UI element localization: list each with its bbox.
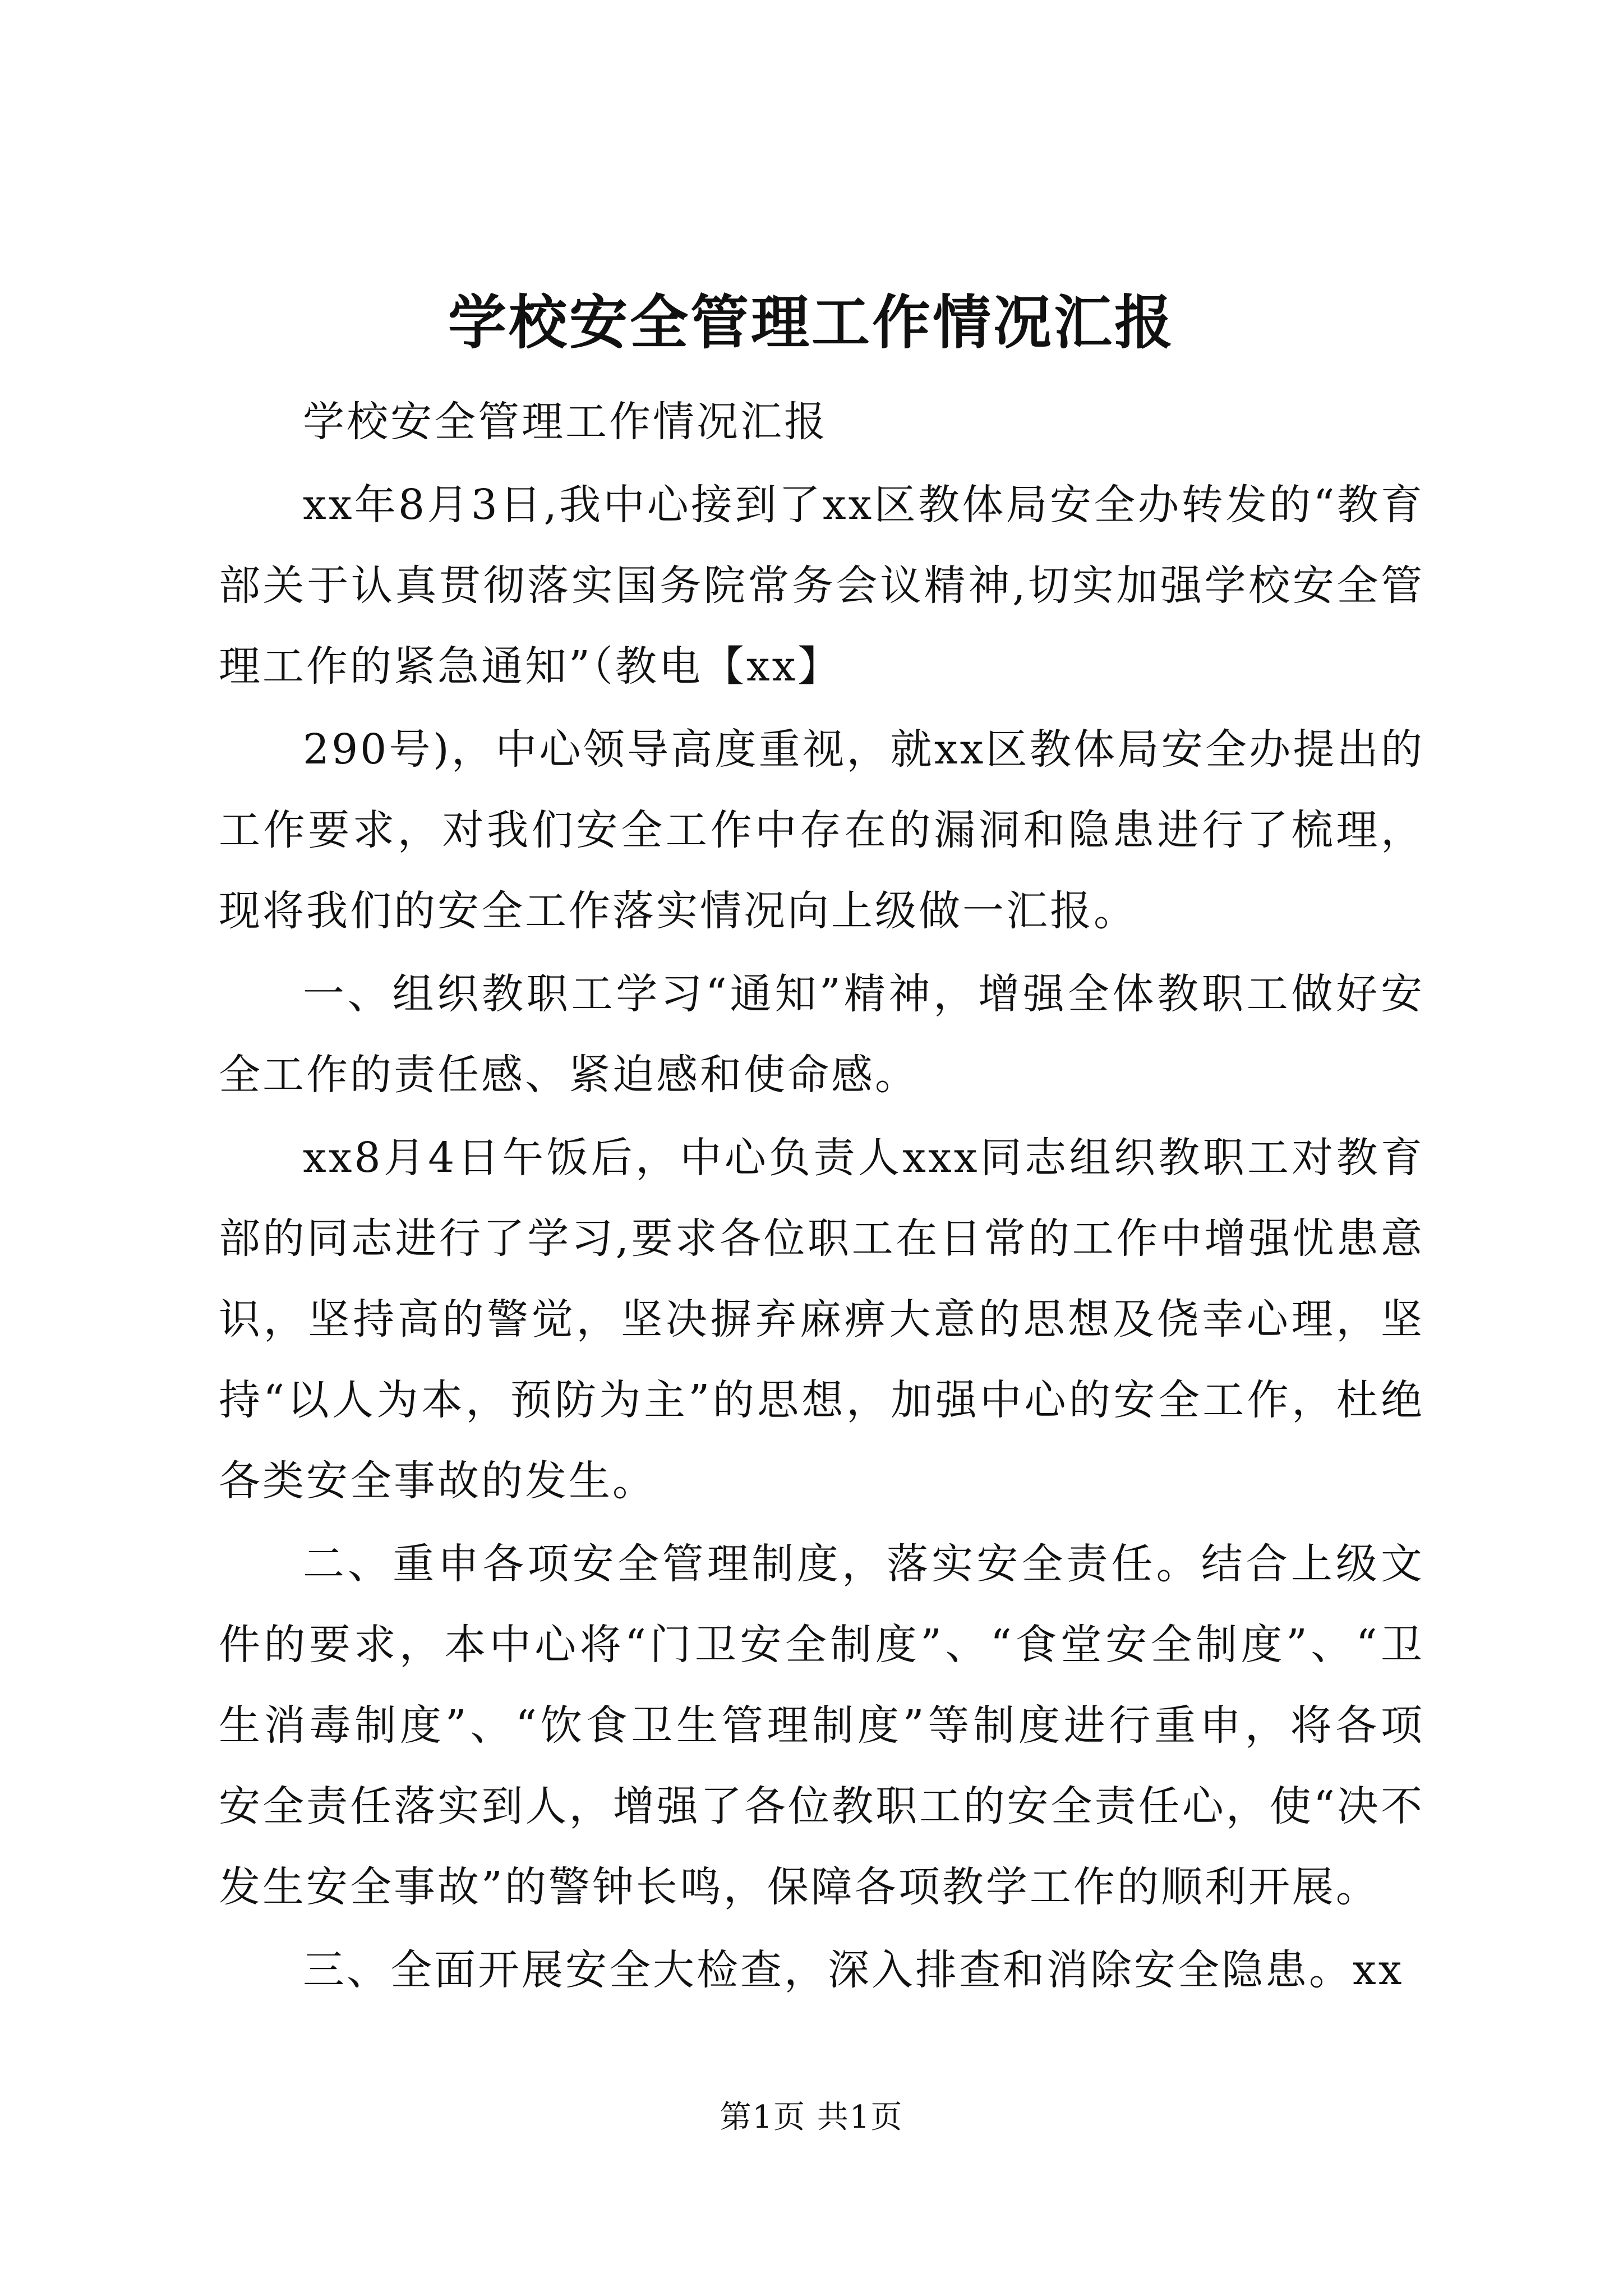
- paragraph-notice: xx年8月3日,我中心接到了xx区教体局安全办转发的“教育部关于认真贯彻落实国务院常务会议精神,切实加强学校安全管理工作的紧急通知”（教电【xx】: [219, 481, 1424, 691]
- paragraph-section-1-body: xx8月4日午饭后，中心负责人xxx同志组织教职工对教育部的同志进行了学习,要求各位职工在日常的工作中增强忧患意识，坚持高的警觉，坚决摒弃麻痹大意的思想及侥幸心理，坚持“以人为本，预防为主”的思想，加强中心的安全工作，杜绝各类安全事故的发生。: [219, 1134, 1424, 1505]
- document-title: 学校安全管理工作情况汇报: [448, 288, 1175, 357]
- paragraph-section-3: 三、全面开展安全大检查，深入排查和消除安全隐患。xx: [303, 1946, 1404, 1994]
- paragraph-subtitle: 学校安全管理工作情况汇报: [303, 398, 828, 446]
- paragraph-section-2: 二、重申各项安全管理制度，落实安全责任。结合上级文件的要求，本中心将“门卫安全制度”、“食堂安全制度”、“卫生消毒制度”、“饮食卫生管理制度”等制度进行重申，将各项安全责任落实到人，增强了各位教职工的安全责任心，使“决不发生安全事故”的警钟长鸣，保障各项教学工作的顺利开展。: [219, 1540, 1424, 1911]
- paragraph-overview: 290号)，中心领导高度重视，就xx区教体局安全办提出的工作要求，对我们安全工作中存在的漏洞和隐患进行了梳理，现将我们的安全工作落实情况向上级做一汇报。: [219, 725, 1424, 935]
- paragraph-section-1-heading: 一、组织教职工学习“通知”精神，增强全体教职工做好安全工作的责任感、紧迫感和使命感。: [219, 970, 1424, 1099]
- page-footer: 第1页 共1页: [720, 2099, 903, 2136]
- document-body: [219, 381, 1424, 2013]
